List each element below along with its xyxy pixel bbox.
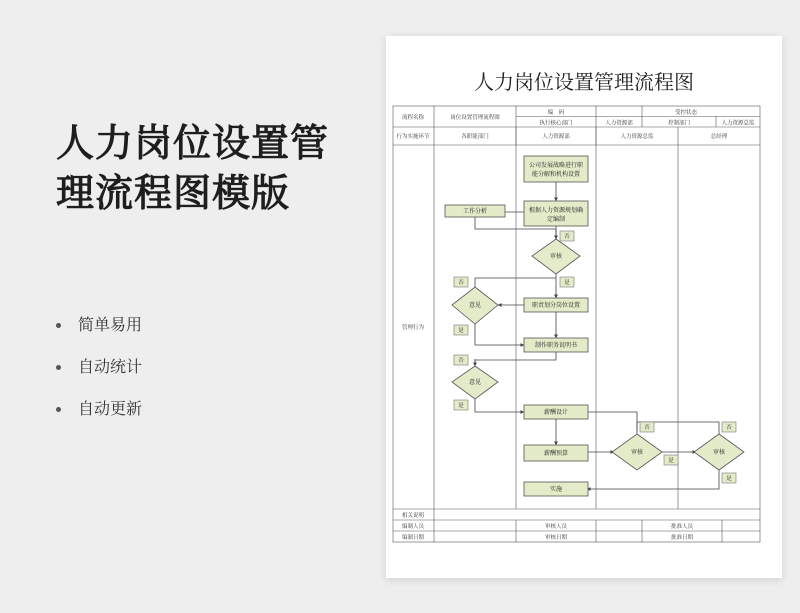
lane-hr-director: 人力资源总监: [620, 134, 654, 140]
flow-decision-review-3: [694, 434, 744, 470]
node-job-analysis-label: 工作分析: [462, 208, 488, 215]
flow-node-strategy: [524, 156, 588, 182]
branch-no-opinion-1: 否: [458, 280, 464, 286]
node-salary-budget-label: 薪酬预算: [543, 450, 569, 457]
node-salary-design-label: 薪酬设计: [543, 409, 569, 416]
reviewer-label: 审核人员: [544, 524, 568, 530]
flow-node-salary-budget: [524, 445, 588, 461]
flow-decision-review-1: [532, 239, 580, 274]
branch-labels: [454, 231, 736, 483]
node-strategy-line-1: 公司发展战略进行职: [528, 162, 584, 169]
document-title: 人力岗位设置管理流程图: [474, 70, 694, 94]
process-name-label: 流程名称: [401, 115, 425, 121]
control-status-label: 受控状态: [674, 110, 698, 116]
feature-list: [56, 312, 142, 438]
notes-label: 相关说明: [401, 513, 425, 519]
branch-yes-review-3: 是: [726, 476, 732, 482]
exec-dept-label: 执行核心部门: [539, 120, 573, 127]
lane-general-manager: 总经理: [710, 134, 728, 140]
document-preview: [386, 36, 782, 578]
node-staffing-line-2: 定编制: [546, 216, 566, 223]
management-behavior-label: 管理行为: [401, 325, 425, 331]
flow-decision-review-2: [612, 434, 662, 470]
node-implement-label: 实施: [549, 486, 563, 493]
branch-no-opinion-2: 否: [458, 358, 464, 364]
decision-review-2-label: 审核: [630, 449, 644, 456]
author-label: 编制人员: [401, 524, 425, 530]
author-date-label: 编制日期: [401, 535, 425, 541]
promo-title-line-1: 人力岗位设置管: [56, 121, 330, 165]
decision-review-1-label: 审核: [549, 253, 563, 260]
flow-node-staffing: [524, 201, 588, 226]
decision-opinion-1-label: 意见: [468, 302, 482, 309]
control-dept-label: 控制部门: [667, 120, 691, 127]
node-strategy-line-2: 能分解和机构设置: [531, 171, 581, 178]
feature-item-auto-update: 自动更新: [56, 396, 142, 438]
process-name-value: 岗位设置管理流程图: [450, 115, 500, 121]
hr-dept-header-label: 人力资源部: [605, 120, 633, 127]
node-job-description-label: 制作职务说明书: [534, 342, 578, 349]
code-label: 编 码: [547, 110, 565, 116]
promo-title: [56, 118, 329, 218]
flow-node-duty-division: [524, 298, 588, 312]
approve-date-label: 批准日期: [670, 535, 694, 541]
node-staffing-line-1: 根据人力资源规划确: [528, 207, 584, 214]
hr-director-header-label: 人力资源总监: [721, 120, 755, 127]
flow-decision-opinion-1: [452, 287, 498, 324]
lane-row-label: 行为实施环节: [396, 134, 430, 140]
feature-item-auto-stats: 自动统计: [56, 354, 142, 396]
flow-node-implement: [524, 482, 588, 496]
branch-no-review-2: 否: [644, 425, 650, 431]
lane-functional-depts: 各职能部门: [461, 134, 489, 140]
branch-yes-opinion-1: 是: [458, 328, 464, 334]
lane-hr-dept: 人力资源部: [542, 134, 570, 140]
branch-yes-opinion-2: 是: [458, 403, 464, 409]
decision-review-3-label: 审核: [712, 449, 726, 456]
feature-item-easy: 简单易用: [56, 312, 142, 354]
review-date-label: 审核日期: [544, 535, 568, 541]
branch-yes-review-2: 是: [668, 458, 674, 464]
approver-label: 批准人员: [670, 524, 694, 530]
flowchart-document: [386, 36, 782, 578]
branch-yes-review-1: 是: [564, 280, 570, 286]
node-duty-division-label: 职责划分岗位设置: [531, 302, 581, 309]
flow-node-job-description: [524, 338, 588, 352]
flow-node-salary-design: [524, 405, 588, 419]
decision-opinion-2-label: 意见: [468, 379, 482, 386]
branch-no-review-1: 否: [564, 234, 570, 240]
flow-connectors: [475, 182, 719, 489]
flow-decision-opinion-2: [452, 366, 498, 399]
promo-title-line-2: 理流程图模版: [56, 171, 291, 215]
branch-no-review-3: 否: [726, 425, 732, 431]
flow-node-job-analysis: [445, 205, 505, 217]
